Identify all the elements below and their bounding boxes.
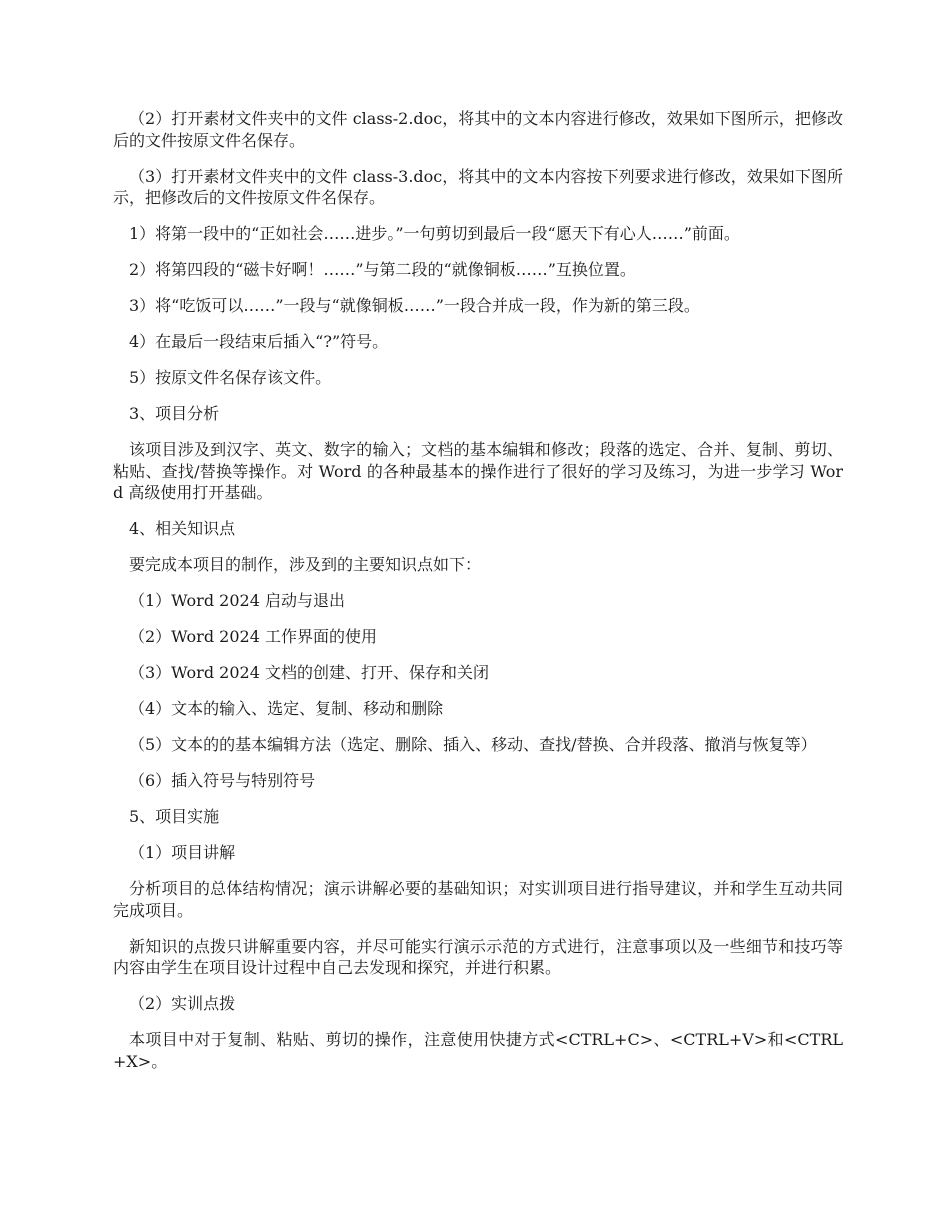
paragraph-training: 本项目中对于复制、粘贴、剪切的操作，注意使用快捷方式<CTRL+C>、<CTRL+V>和<CTRL+X>。 [113,1030,843,1071]
knowledge-item-5: （5）文本的的基本编辑方法（选定、删除、插入、移动、查找/替换、合并段落、撤消与恢复等） [129,735,817,755]
section-heading-implementation: 5、项目实施 [129,807,220,827]
step-2: 2）将第四段的“磁卡好啊！……”与第二段的“就像铜板……”互换位置。 [129,260,636,280]
document-page [113,108,843,1087]
paragraph-knowledge-intro: 要完成本项目的制作，涉及到的主要知识点如下： [129,555,482,575]
paragraph-task-2: （2）打开素材文件夹中的文件 class-2.doc，将其中的文本内容进行修改，效果如下图所示，把修改后的文件按原文件名保存。 [113,109,843,150]
paragraph-explanation-1: 分析项目的总体结构情况；演示讲解必要的基础知识；对实训项目进行指导建议，并和学生互动共同完成项目。 [113,879,843,920]
knowledge-item-6: （6）插入符号与特别符号 [129,771,316,791]
section-heading-knowledge: 4、相关知识点 [129,519,236,539]
step-5: 5）按原文件名保存该文件。 [129,368,332,388]
knowledge-item-4: （4）文本的输入、选定、复制、移动和删除 [129,699,444,719]
knowledge-item-1: （1）Word 2024 启动与退出 [129,591,345,611]
subheading-training: （2）实训点拨 [129,994,236,1014]
subheading-explanation: （1）项目讲解 [129,843,236,863]
section-heading-analysis: 3、项目分析 [129,404,220,424]
step-1: 1）将第一段中的“正如社会……进步。”一句剪切到最后一段“愿天下有心人……”前面。 [129,224,740,244]
knowledge-item-3: （3）Word 2024 文档的创建、打开、保存和关闭 [129,663,489,683]
paragraph-analysis: 该项目涉及到汉字、英文、数字的输入；文档的基本编辑和修改；段落的选定、合并、复制、剪切、粘贴、查找/替换等操作。对 Word 的各种最基本的操作进行了很好的学习及练习，为进一步学习 Word 高级使用打开基础。 [113,440,843,503]
knowledge-item-2: （2）Word 2024 工作界面的使用 [129,627,377,647]
step-3: 3）将“吃饭可以……”一段与“就像铜板……”一段合并成一段，作为新的第三段。 [129,296,700,316]
step-4: 4）在最后一段结束后插入“?”符号。 [129,332,389,352]
paragraph-task-3: （3）打开素材文件夹中的文件 class-3.doc，将其中的文本内容按下列要求进行修改，效果如下图所示，把修改后的文件按原文件名保存。 [113,166,843,208]
paragraph-explanation-2: 新知识的点拨只讲解重要内容，并尽可能实行演示示范的方式进行，注意事项以及一些细节和技巧等内容由学生在项目设计过程中自己去发现和探究，并进行积累。 [113,936,843,978]
